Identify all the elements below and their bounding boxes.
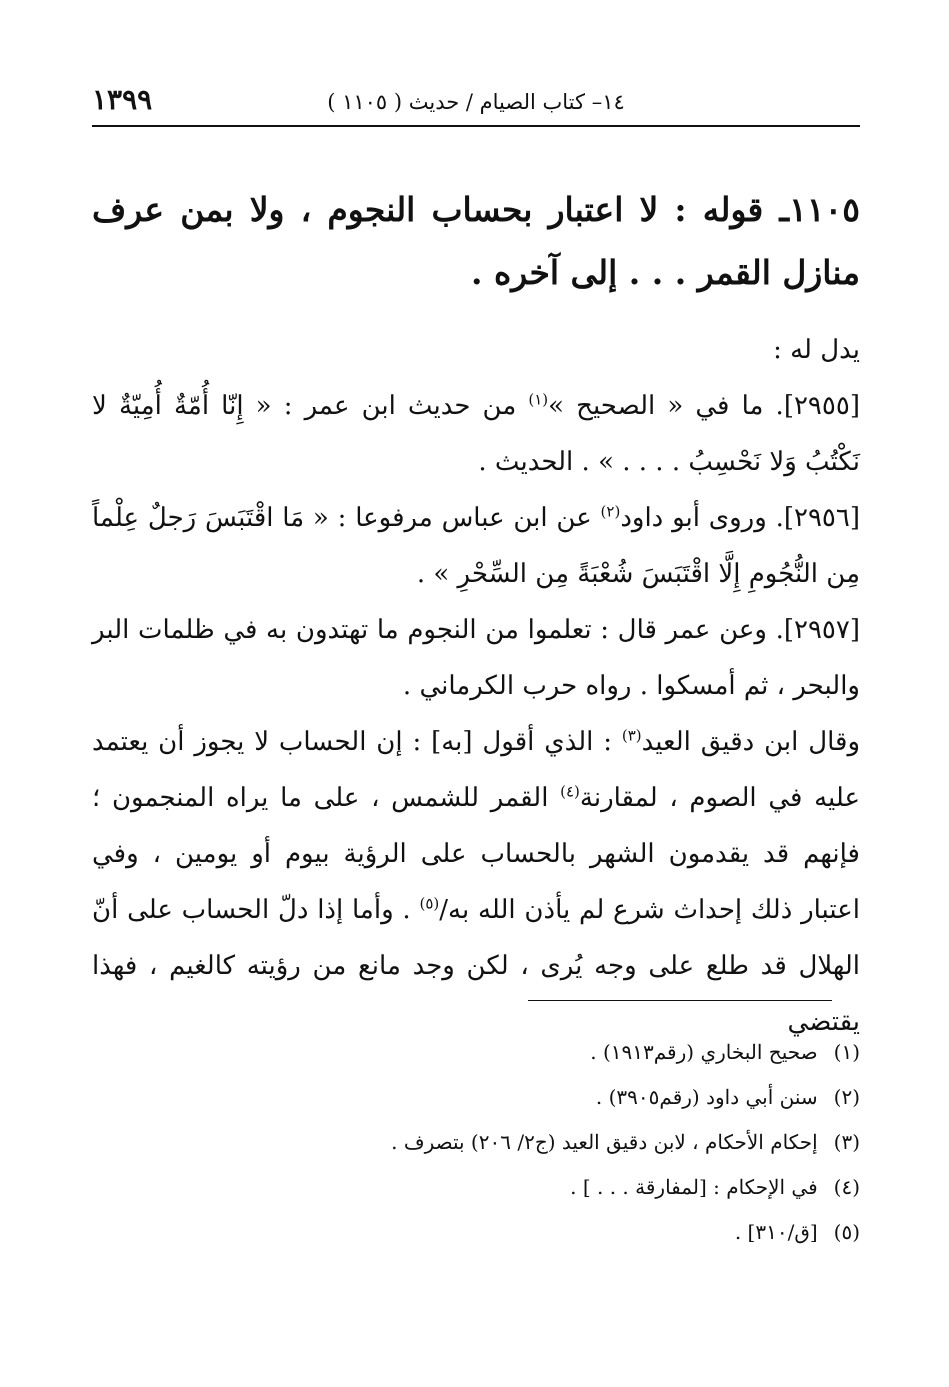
paragraph-2955 bbox=[92, 378, 860, 490]
footnote-number: (١) bbox=[833, 1040, 860, 1064]
footnote-item bbox=[92, 1030, 860, 1075]
paragraph-4-part-d: . وأما إذا دلّ الحساب على أنّ الهلال قد طلع على وجه يُرى ، لكن وجد مانع من رؤيته كالغيم ، فهذا يقتضي bbox=[92, 895, 860, 1037]
footnote-number: (٤) bbox=[833, 1175, 860, 1199]
paragraph-2956-part-a: [٢٩٥٦]. وروى أبو داود bbox=[620, 503, 860, 533]
footnote-number: (٥) bbox=[833, 1220, 860, 1244]
paragraph-2955-part-a: [٢٩٥٥]. ما في « الصحيح » bbox=[548, 391, 860, 421]
page-header bbox=[92, 80, 860, 120]
footnote-divider bbox=[528, 1000, 832, 1001]
footnote-ref-4: (٤) bbox=[560, 782, 580, 801]
hadith-heading: ١١٠٥ـ قوله : لا اعتبار بحساب النجوم ، ولا بمن عرف منازل القمر . . . إلى آخره . bbox=[92, 190, 860, 292]
paragraph-4-part-c: القمر للشمس ، على ما يراه المنجمون ؛ فإنهم قد يقدمون الشهر بالحساب على الرؤية بيوم أو يومين ، وفي اعتبار ذلك إحداث شرع لم يأذن الله به/ bbox=[92, 783, 860, 925]
body-text bbox=[92, 322, 860, 1050]
paragraph-4-part-b: : الذي أقول [به] : إن الحساب لا يجوز أن يعتمد عليه في الصوم ، لمقارنة bbox=[92, 727, 861, 813]
header-divider bbox=[92, 125, 860, 127]
footnote-number: (٢) bbox=[833, 1085, 860, 1109]
paragraph-2955-part-b: من حديث ابن عمر : « إِنّا أُمّةٌ أُمِيّةٌ لا نَكْتُبُ وَلا نَحْسِبُ . . . . » . الحديث . bbox=[92, 391, 860, 477]
footnotes bbox=[92, 1030, 860, 1255]
footnote-ref-5: (٥) bbox=[419, 894, 440, 913]
footnote-item bbox=[92, 1075, 860, 1120]
paragraph-2956-part-b: عن ابن عباس مرفوعا : « مَا اقْتَبَسَ رَجلٌ عِلْماً مِن النُّجُومِ إِلَّا اقْتَبَسَ شُعْبَةً مِن السِّحْرِ » . bbox=[92, 503, 860, 589]
footnote-text: [ق/٣١٠] . bbox=[734, 1220, 818, 1244]
footnote-number: (٣) bbox=[833, 1130, 860, 1154]
paragraph-2957: [٢٩٥٧]. وعن عمر قال : تعلموا من النجوم ما تهتدون به في ظلمات البر والبحر ، ثم أمسكوا . رواه حرب الكرماني . bbox=[92, 615, 860, 701]
running-title: ١٤– كتاب الصيام / حديث ( ١١٠٥ ) bbox=[327, 90, 625, 114]
footnote-text: إحكام الأحكام ، لابن دقيق العيد (ج٢/ ٢٠٦) بتصرف . bbox=[391, 1130, 818, 1154]
intro-line: يدل له : bbox=[773, 335, 860, 365]
footnote-item bbox=[92, 1165, 860, 1210]
footnote-ref-1: (١) bbox=[528, 390, 549, 409]
paragraph-4-part-a: وقال ابن دقيق العيد bbox=[641, 727, 861, 757]
footnote-ref-3: (٣) bbox=[621, 726, 642, 745]
footnote-item bbox=[92, 1210, 860, 1255]
page-number: ١٣٩٩ bbox=[92, 83, 153, 116]
footnote-text: صحيح البخاري (رقم١٩١٣) . bbox=[590, 1040, 818, 1064]
footnote-item bbox=[92, 1120, 860, 1165]
footnote-ref-2: (٢) bbox=[600, 502, 621, 521]
paragraph-2956 bbox=[92, 490, 860, 602]
footnote-text: سنن أبي داود (رقم٣٩٠٥) . bbox=[595, 1085, 818, 1109]
footnote-text: في الإحكام : [لمفارقة . . . ] . bbox=[570, 1175, 818, 1199]
